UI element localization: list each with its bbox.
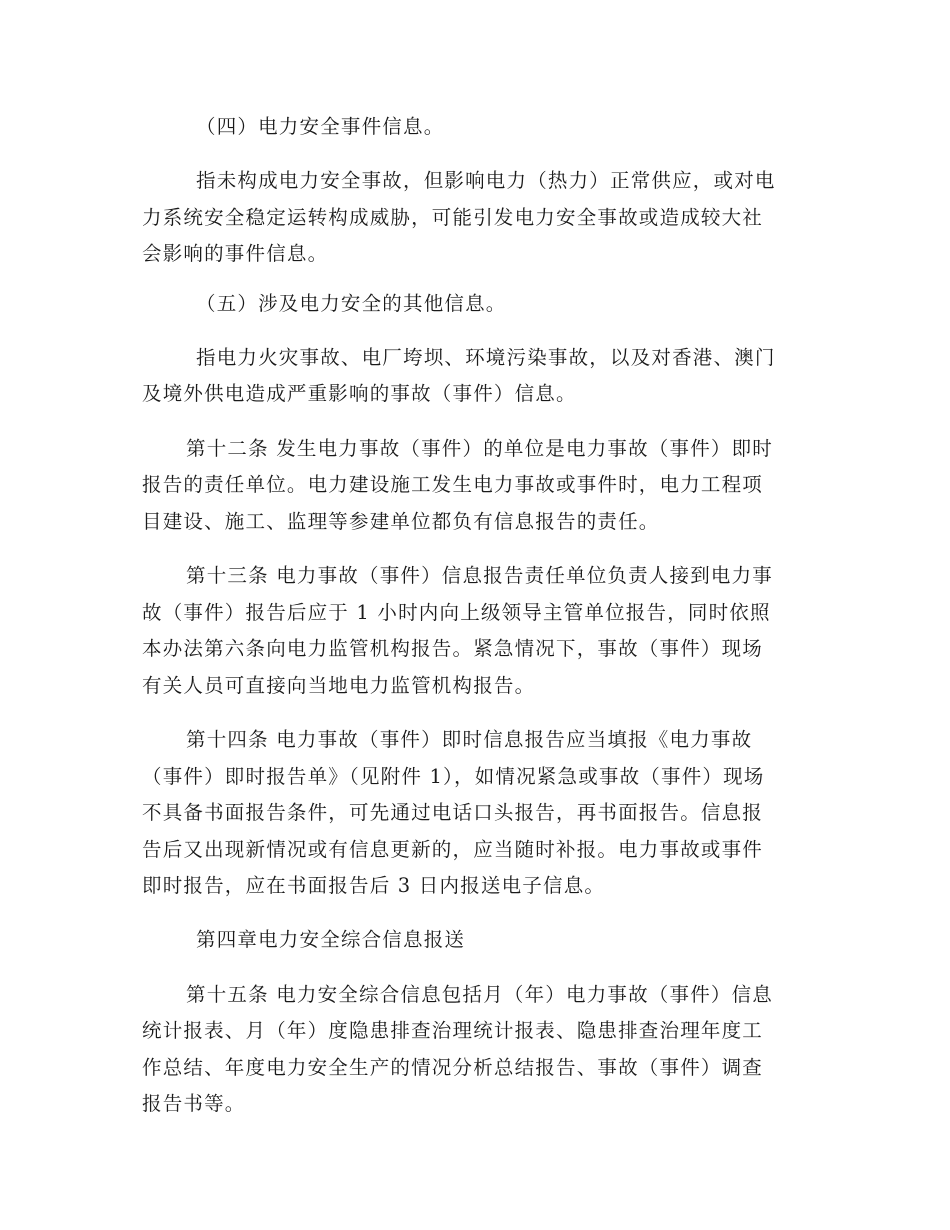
article-12-line: 目建设、施工、监理等参建单位都负有信息报告的责任。 bbox=[142, 510, 660, 533]
article-13-line: 故（事件）报告后应于 1 小时内向上级领导主管单位报告，同时依照 bbox=[142, 601, 771, 624]
article-14-line: （事件）即时报告单》（见附件 1），如情况紧急或事故（事件）现场 bbox=[142, 765, 765, 788]
article-12-line: 报告的责任单位。电力建设施工发生电力事故或事件时，电力工程项 bbox=[142, 473, 764, 496]
article-15-line: 作总结、年度电力安全生产的情况分析总结报告、事故（事件）调查 bbox=[142, 1056, 764, 1079]
paragraph-line: 指电力火灾事故、电厂垮坝、环境污染事故，以及对香港、澳门 bbox=[196, 346, 776, 369]
paragraph-line: 会影响的事件信息。 bbox=[142, 242, 329, 265]
article-14-line: 即时报告，应在书面报告后 3 日内报送电子信息。 bbox=[142, 874, 606, 897]
article-15-line: 统计报表、月（年）度隐患排查治理统计报表、隐患排查治理年度工 bbox=[142, 1019, 764, 1042]
article-12-line: 第十二条 发生电力事故（事件）的单位是电力事故（事件）即时 bbox=[186, 437, 773, 460]
paragraph-line: 及境外供电造成严重影响的事故（事件）信息。 bbox=[142, 382, 577, 405]
article-15-line: 第十五条 电力安全综合信息包括月（年）电力事故（事件）信息 bbox=[186, 983, 773, 1006]
section-heading-4: （四）电力安全事件信息。 bbox=[196, 115, 445, 138]
article-14-line: 不具备书面报告条件，可先通过电话口头报告，再书面报告。信息报 bbox=[142, 801, 764, 824]
chapter-4-heading: 第四章电力安全综合信息报送 bbox=[196, 928, 466, 951]
article-15-line: 报告书等。 bbox=[142, 1092, 246, 1115]
article-13-line: 第十三条 电力事故（事件）信息报告责任单位负责人接到电力事 bbox=[186, 564, 773, 587]
article-14-line: 第十四条 电力事故（事件）即时信息报告应当填报《电力事故 bbox=[186, 728, 753, 751]
paragraph-line: 指未构成电力安全事故，但影响电力（热力）正常供应，或对电 bbox=[196, 169, 776, 192]
section-heading-5: （五）涉及电力安全的其他信息。 bbox=[196, 292, 507, 315]
article-13-line: 本办法第六条向电力监管机构报告。紧急情况下，事故（事件）现场 bbox=[142, 637, 764, 660]
article-13-line: 有关人员可直接向当地电力监管机构报告。 bbox=[142, 674, 536, 697]
paragraph-line: 力系统安全稳定运转构成威胁，可能引发电力安全事故或造成较大社 bbox=[142, 206, 764, 229]
article-14-line: 告后又出现新情况或有信息更新的，应当随时补报。电力事故或事件 bbox=[142, 838, 764, 861]
